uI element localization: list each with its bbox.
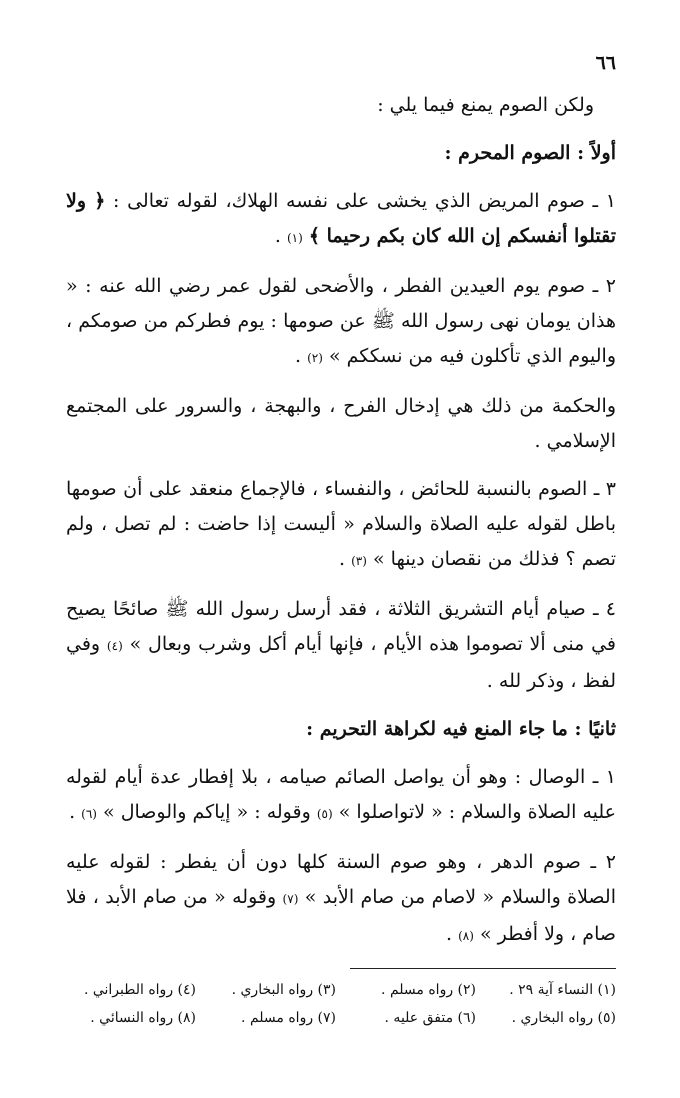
footnote-ref: (٣) <box>351 554 367 568</box>
paragraph-text: ١ ـ صوم المريض الذي يخشى على نفسه الهلاك، لقوله تعالى : <box>105 190 616 212</box>
footnote-divider <box>350 968 616 969</box>
paragraph-text: ولكن الصوم يمنع فيما يلي : <box>377 94 594 116</box>
paragraph-text: والحكمة من ذلك هي إدخال الفرح ، والبهجة ، والسرور على المجتمع الإسلامي . <box>66 395 616 452</box>
footnote-4: (٤) رواه الطبراني . <box>83 982 196 998</box>
section-heading-disliked-fasting <box>66 712 616 747</box>
paragraph-tail: . <box>445 923 459 945</box>
footnote-2: (٢) رواه مسلم . <box>381 982 476 998</box>
footnote-ref: (١) <box>286 231 303 245</box>
paragraph-intro <box>66 88 616 123</box>
paragraph-tail: . <box>274 225 287 247</box>
paragraph-tail: . <box>339 548 352 570</box>
footnote-ref: (٥) <box>316 807 333 821</box>
heading-text: ثانيًا : ما جاء المنع فيه لكراهة التحريم : <box>306 718 616 740</box>
paragraph-item-4 <box>66 592 616 699</box>
footnote-ref: (٨) <box>458 929 474 943</box>
quran-verse: ﴿ ولا تقتلوا أنفسكم إن الله كان بكم رحيما ﴾ <box>66 190 616 247</box>
paragraph-tail: . <box>69 801 82 823</box>
footnote-ref: (٤) <box>106 639 123 653</box>
footnote-ref: (٢) <box>307 351 323 365</box>
paragraph-text: ٢ ـ صوم الدهر ، وهو صوم السنة كلها دون أن يفطر : لقوله عليه الصلاة والسلام « لاصام من صام الأبد » <box>66 851 616 908</box>
footnote-7: (٧) رواه مسلم . <box>241 1010 336 1026</box>
section-heading-prohibited-fasting <box>66 136 616 171</box>
paragraph-tail: وقوله « من صام الأبد ، فلا صام ، ولا أفطر » <box>66 886 616 945</box>
paragraph-text: ٣ ـ الصوم بالنسبة للحائض ، والنفساء ، فالإجماع منعقد على أن صومها باطل لقوله عليه الصلاة والسلام « أليست إذا حاضت : لم تصل ، ولم تصم ؟ فذلك من نقصان دينها » <box>66 478 616 570</box>
paragraph-item-1 <box>66 184 616 256</box>
footnotes <box>66 979 616 1029</box>
footnote-ref: (٦) <box>81 807 97 821</box>
paragraph-item-2 <box>66 269 616 376</box>
footnote-1: (١) النساء آية ٢٩ . <box>509 982 616 998</box>
footnote-ref: (٧) <box>282 892 299 906</box>
paragraph-item-3 <box>66 472 616 579</box>
paragraph-wisdom <box>66 389 616 459</box>
footnote-3: (٣) رواه البخاري . <box>231 982 336 998</box>
paragraph-item-wisal <box>66 760 616 832</box>
paragraph-tail: وقوله : « إياكم والوصال » <box>103 801 317 823</box>
page-body <box>66 88 616 954</box>
footnote-6: (٦) متفق عليه . <box>384 1010 476 1026</box>
heading-text: أولاً : الصوم المحرم : <box>444 142 616 164</box>
paragraph-item-dahr <box>66 845 616 954</box>
paragraph-tail: وفي لفظ ، وذكر لله . <box>66 633 616 692</box>
footnote-5: (٥) رواه البخاري . <box>511 1010 616 1026</box>
paragraph-text: ١ ـ الوصال : وهو أن يواصل الصائم صيامه ، بلا إفطار عدة أيام لقوله عليه الصلاة والسلام : « لاتواصلوا » <box>66 766 616 823</box>
paragraph-text: ٢ ـ صوم يوم العيدين الفطر ، والأضحى لقول عمر رضي الله عنه : « هذان يومان نهى رسول الله ﷺ عن صومها : يوم فطركم من صومكم ، واليوم الذي تأكلون فيه من نسككم » <box>66 275 616 367</box>
footnote-8: (٨) رواه النسائي . <box>90 1010 196 1026</box>
paragraph-text: ٤ ـ صيام أيام التشريق الثلاثة ، فقد أرسل رسول الله ﷺ صائحًا يصيح في منى ألا تصوموا هذه الأيام ، فإنها أيام أكل وشرب وبعال » <box>66 598 616 655</box>
page-number: ٦٦ <box>595 52 616 74</box>
paragraph-tail: . <box>295 345 308 367</box>
